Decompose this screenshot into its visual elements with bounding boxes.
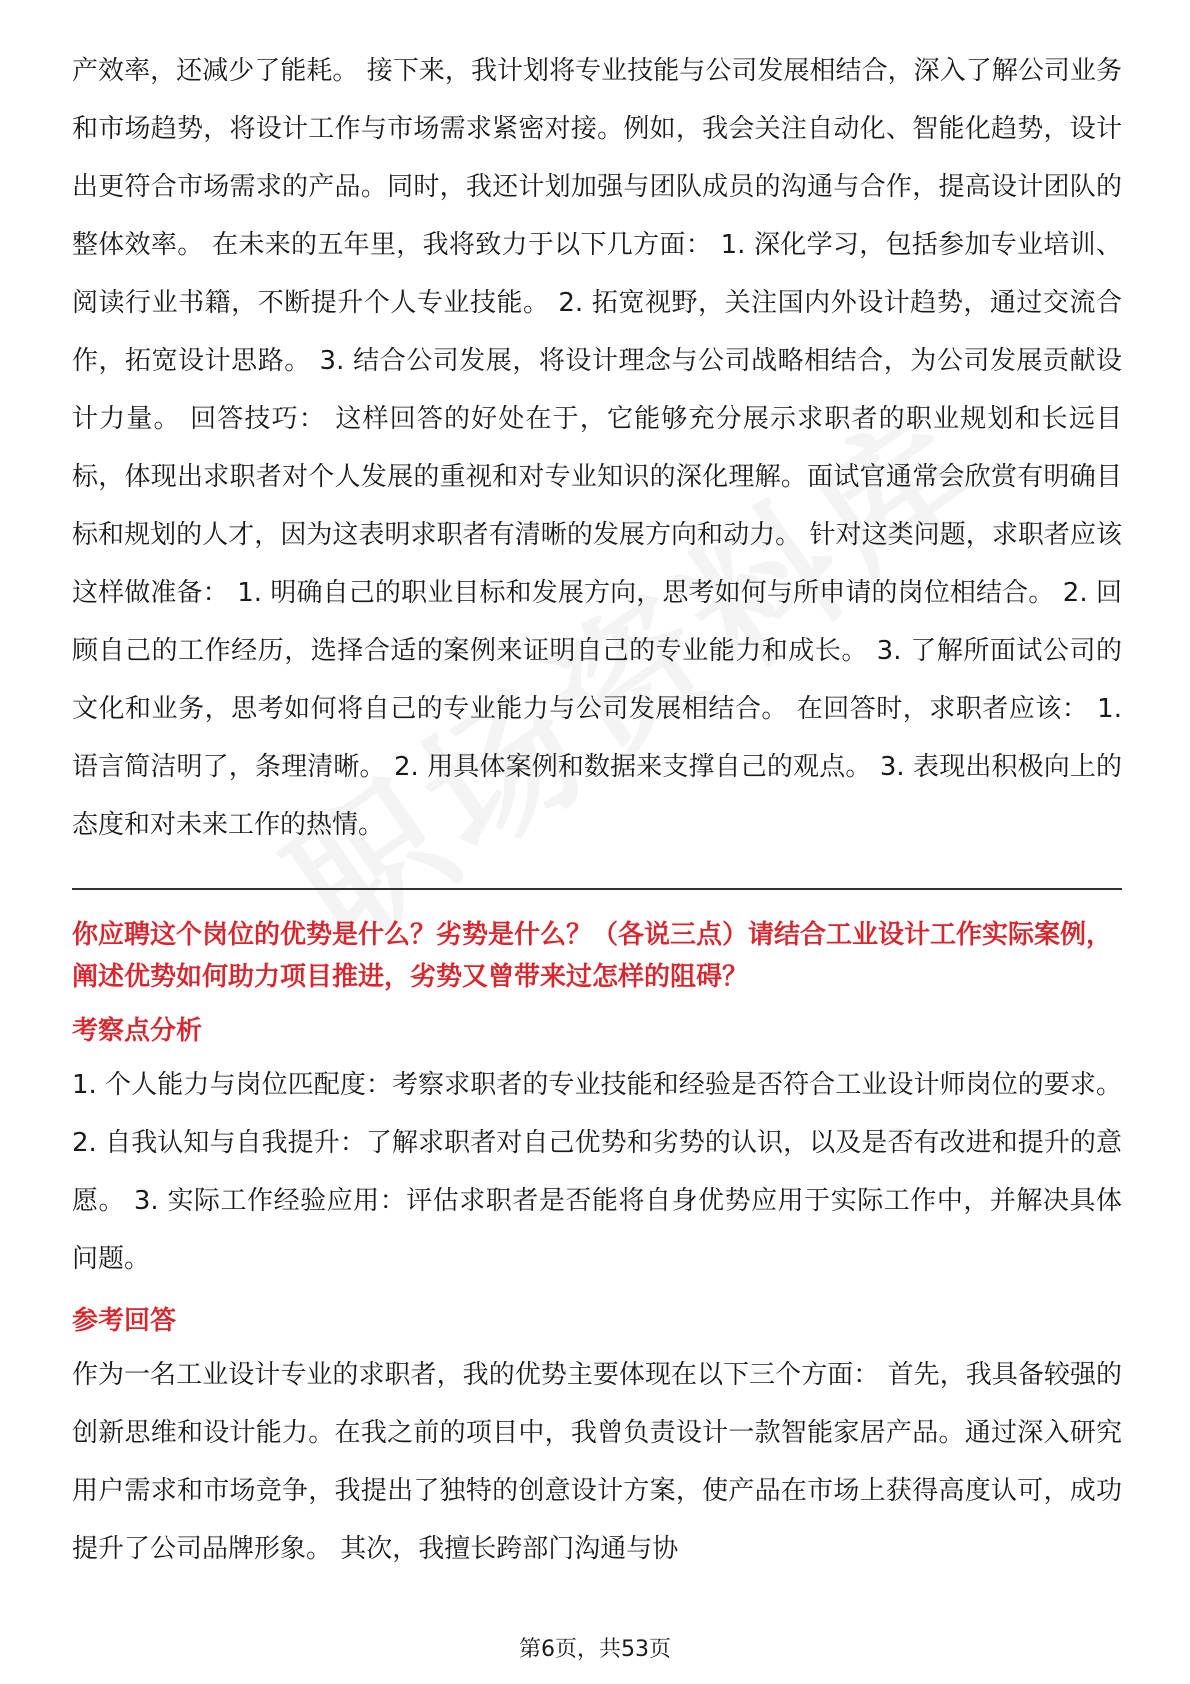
analysis-heading: 考察点分析 bbox=[72, 1016, 203, 1046]
page-content bbox=[72, 42, 1122, 1578]
analysis-text: 1. 个人能力与岗位匹配度：考察求职者的专业技能和经验是否符合工业设计师岗位的要求。 2. 自我认知与自我提升：了解求职者对自己优势和劣势的认识，以及是否有改进和提升的意愿。 3. 实际工作经验应用：评估求职者是否能将自身优势应用于实际工作中，并解决具体问题。 bbox=[72, 1070, 1122, 1274]
answer-text: 作为一名工业设计专业的求职者，我的优势主要体现在以下三个方面： 首先，我具备较强的创新思维和设计能力。在我之前的项目中，我曾负责设计一款智能家居产品。通过深入研究用户需求和市场竞争，我提出了独特的创意设计方案，使产品在市场上获得高度认可，成功提升了公司品牌形象。 其次，我擅长跨部门沟通与协 bbox=[72, 1360, 1122, 1564]
question-title: 你应聘这个岗位的优势是什么？劣势是什么？（各说三点）请结合工业设计工作实际案例，阐述优势如何助力项目推进，劣势又曾带来过怎样的阻碍？ bbox=[72, 920, 1113, 992]
answer-heading: 参考回答 bbox=[72, 1306, 177, 1336]
section-divider bbox=[72, 888, 1122, 890]
paragraph-continued: 产效率，还减少了能耗。 接下来，我计划将专业技能与公司发展相结合，深入了解公司业务和市场趋势，将设计工作与市场需求紧密对接。例如，我会关注自动化、智能化趋势，设计出更符合市场需求的产品。同时，我还计划加强与团队成员的沟通与合作，提高设计团队的整体效率。 在未来的五年里，我将致力于以下几方面： 1. 深化学习，包括参加专业培训、阅读行业书籍，不断提升个人专业技能。 2. 拓宽视野，关注国内外设计趋势，通过交流合作，拓宽设计思路。 3. 结合公司发展，将设计理念与公司战略相结合，为公司发展贡献设计力量。 回答技巧： 这样回答的好处在于，它能够充分展示求职者的职业规划和长远目标，体现出求职者对个人发展的重视和对专业知识的深化理解。面试官通常会欣赏有明确目标和规划的人才，因为这表明求职者有清晰的发展方向和动力。 针对这类问题，求职者应该这样做准备： 1. 明确自己的职业目标和发展方向，思考如何与所申请的岗位相结合。 2. 回顾自己的工作经历，选择合适的案例来证明自己的专业能力和成长。 3. 了解所面试公司的文化和业务，思考如何将自己的专业能力与公司发展相结合。 在回答时，求职者应该： 1. 语言简洁明了，条理清晰。 2. 用具体案例和数据来支撑自己的观点。 3. 表现出积极向上的态度和对未来工作的热情。 bbox=[72, 56, 1122, 840]
page-number: 第6页，共53页 bbox=[519, 1637, 671, 1662]
